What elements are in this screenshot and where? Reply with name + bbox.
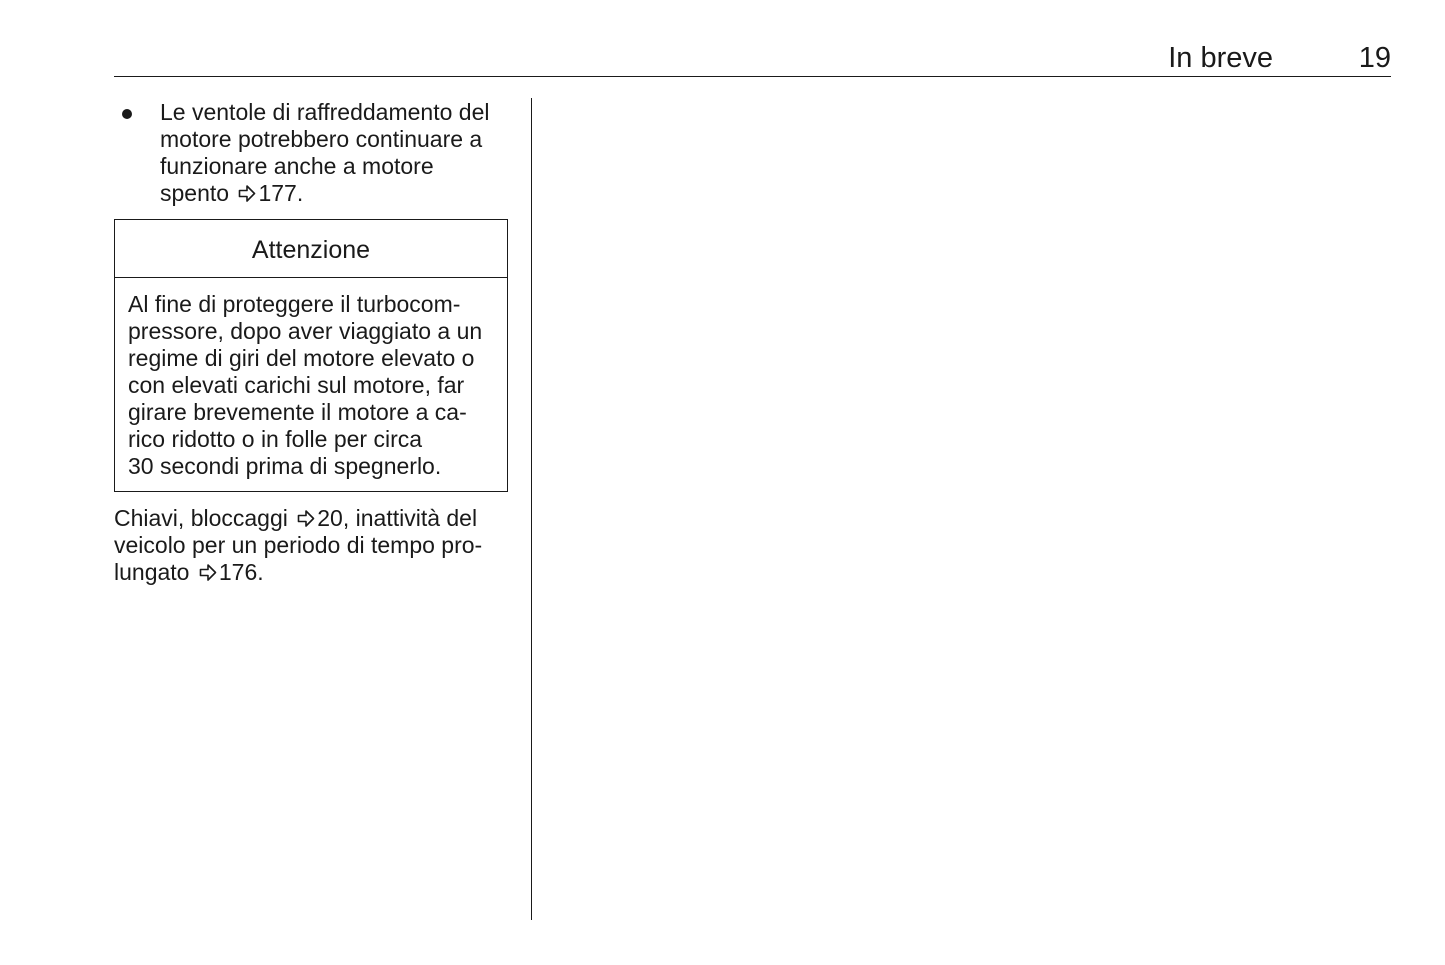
paragraph-line-with-ref bbox=[114, 559, 514, 586]
bullet-ref-text: spento bbox=[160, 180, 230, 206]
body-paragraph bbox=[114, 505, 514, 586]
page-reference-arrow-icon[interactable] bbox=[198, 563, 218, 582]
bullet-line: motore potrebbero continuare a bbox=[160, 126, 483, 152]
caution-title: Attenzione bbox=[115, 220, 507, 278]
page-header bbox=[114, 40, 1391, 77]
caution-line: pressore, dopo aver viaggiato a un bbox=[128, 318, 483, 344]
page-number: 19 bbox=[1358, 42, 1391, 74]
bullet-line-with-ref bbox=[160, 180, 516, 207]
paragraph-ref-text: lungato bbox=[114, 559, 190, 585]
caution-line: Al fine di proteggere il turbocom- bbox=[128, 291, 461, 317]
caution-body bbox=[115, 278, 507, 480]
section-title: In breve bbox=[1168, 42, 1273, 74]
caution-line: con elevati carichi sul motore, far bbox=[128, 372, 465, 398]
page-reference-arrow-icon[interactable] bbox=[237, 184, 257, 203]
bullet-text bbox=[160, 99, 516, 207]
bullet-line: funzionare anche a motore bbox=[160, 153, 434, 179]
paragraph-ref-page[interactable]: 176. bbox=[218, 559, 264, 585]
paragraph-line: veicolo per un periodo di tempo pro- bbox=[114, 532, 483, 558]
bullet-dot-icon bbox=[122, 109, 132, 119]
page-reference-arrow-icon[interactable] bbox=[296, 509, 316, 528]
caution-line: regime di giri del motore elevato o bbox=[128, 345, 475, 371]
caution-box bbox=[114, 219, 508, 492]
bullet-ref-page[interactable]: 177. bbox=[258, 180, 304, 206]
caution-line: girare brevemente il motore a ca- bbox=[128, 399, 467, 425]
paragraph-line-with-ref bbox=[114, 505, 514, 532]
paragraph-ref-text: Chiavi, bloccaggi bbox=[114, 505, 288, 531]
bullet-line: Le ventole di raffreddamento del bbox=[160, 99, 490, 125]
paragraph-ref-page[interactable]: 20, inattività del bbox=[317, 505, 478, 531]
caution-line: rico ridotto o in folle per circa bbox=[128, 426, 423, 452]
caution-line: 30 secondi prima di spegnerlo. bbox=[128, 453, 442, 479]
column-divider bbox=[531, 98, 532, 920]
